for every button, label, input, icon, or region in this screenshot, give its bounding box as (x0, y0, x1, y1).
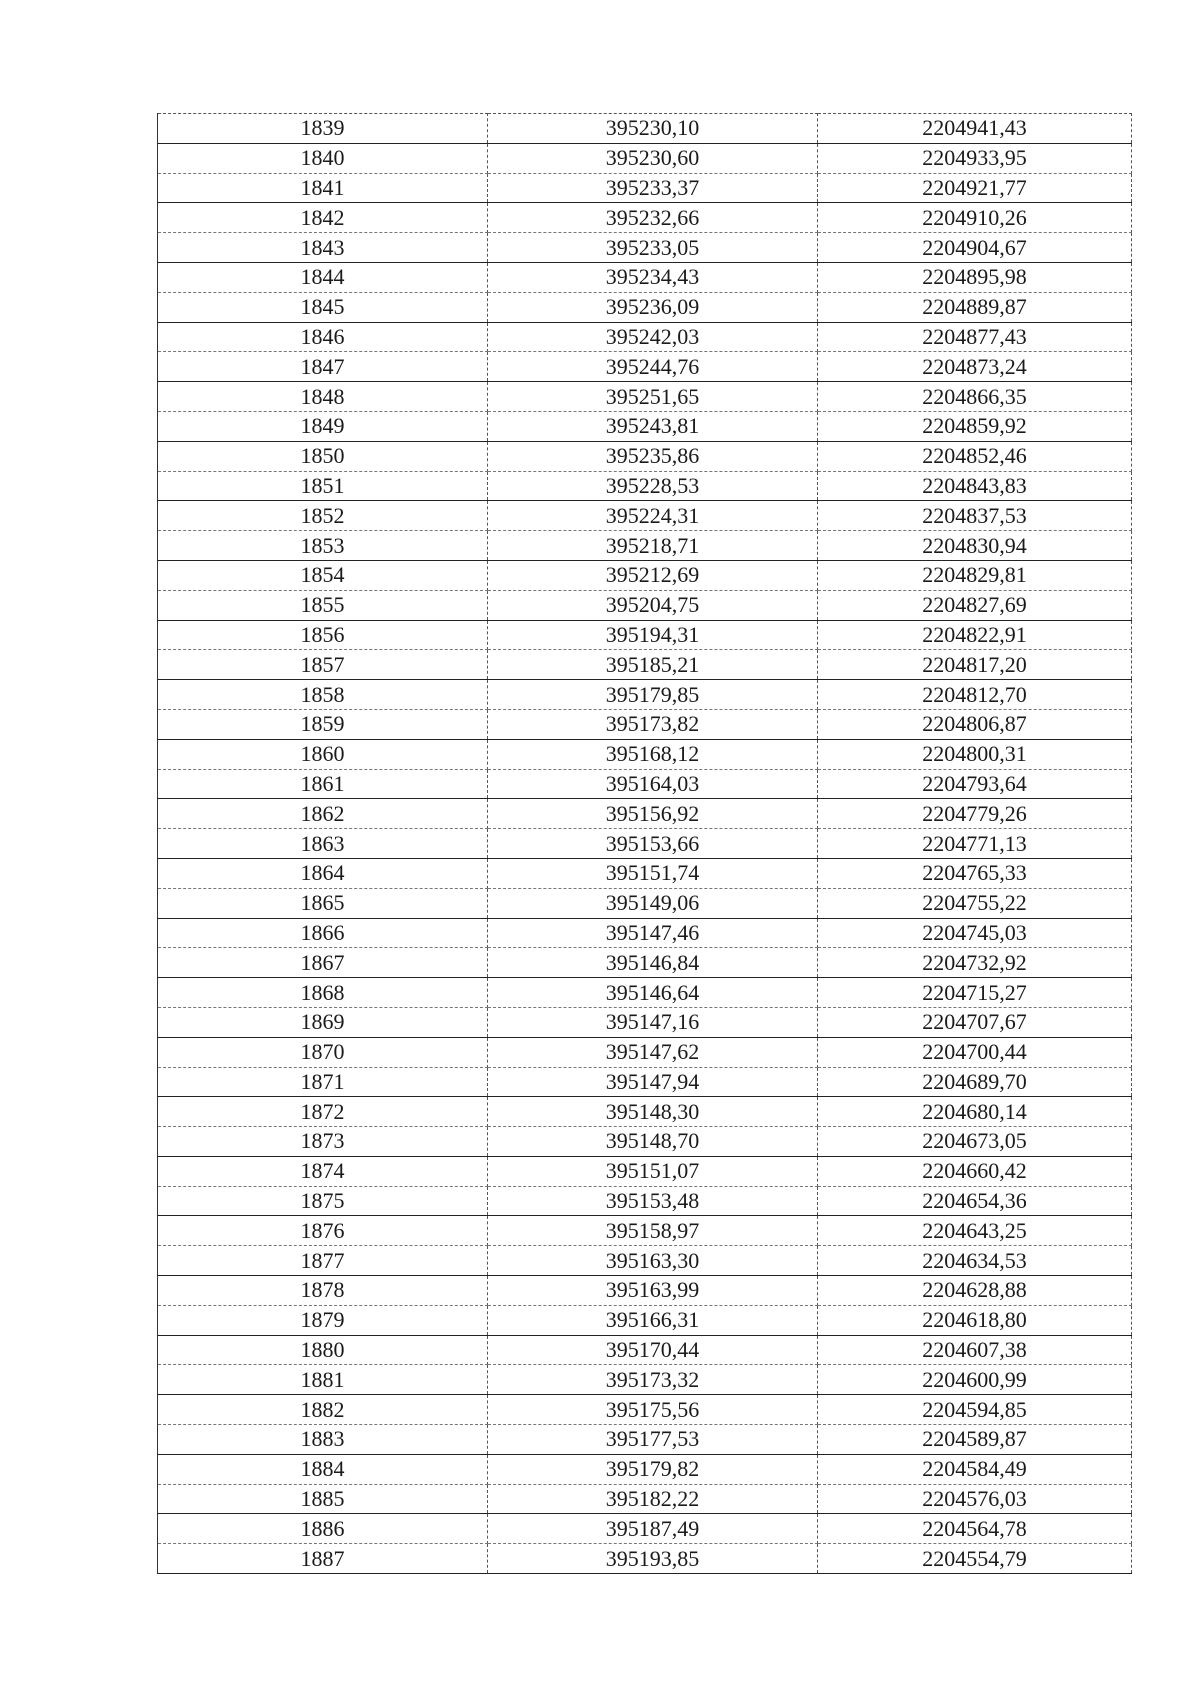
table-row (158, 1067, 1132, 1097)
x-coordinate-cell: 395163,30 (488, 1246, 818, 1276)
y-coordinate-cell: 2204707,67 (818, 1007, 1132, 1037)
y-coordinate-cell: 2204904,67 (818, 233, 1132, 263)
y-coordinate-cell: 2204689,70 (818, 1067, 1132, 1097)
table-row (158, 173, 1132, 203)
y-coordinate-cell: 2204941,43 (818, 114, 1132, 144)
table-row (158, 560, 1132, 590)
x-coordinate-cell: 395147,62 (488, 1037, 818, 1067)
point-number-cell: 1866 (158, 918, 488, 948)
table-row (158, 1156, 1132, 1186)
y-coordinate-cell: 2204843,83 (818, 471, 1132, 501)
y-coordinate-cell: 2204576,03 (818, 1484, 1132, 1514)
y-coordinate-cell: 2204594,85 (818, 1395, 1132, 1425)
x-coordinate-cell: 395177,53 (488, 1425, 818, 1455)
x-coordinate-cell: 395173,82 (488, 709, 818, 739)
point-number-cell: 1877 (158, 1246, 488, 1276)
table-row (158, 441, 1132, 471)
table-row (158, 1484, 1132, 1514)
point-number-cell: 1854 (158, 560, 488, 590)
table-row (158, 471, 1132, 501)
table-row (158, 1305, 1132, 1335)
point-number-cell: 1870 (158, 1037, 488, 1067)
table-row (158, 203, 1132, 233)
x-coordinate-cell: 395228,53 (488, 471, 818, 501)
point-number-cell: 1853 (158, 531, 488, 561)
point-number-cell: 1885 (158, 1484, 488, 1514)
table-row (158, 739, 1132, 769)
point-number-cell: 1880 (158, 1335, 488, 1365)
table-row (158, 680, 1132, 710)
y-coordinate-cell: 2204812,70 (818, 680, 1132, 710)
y-coordinate-cell: 2204745,03 (818, 918, 1132, 948)
y-coordinate-cell: 2204827,69 (818, 590, 1132, 620)
point-number-cell: 1871 (158, 1067, 488, 1097)
x-coordinate-cell: 395243,81 (488, 411, 818, 441)
point-number-cell: 1881 (158, 1365, 488, 1395)
point-number-cell: 1858 (158, 680, 488, 710)
table-row (158, 1514, 1132, 1544)
x-coordinate-cell: 395230,10 (488, 114, 818, 144)
y-coordinate-cell: 2204921,77 (818, 173, 1132, 203)
y-coordinate-cell: 2204755,22 (818, 888, 1132, 918)
table-row (158, 1127, 1132, 1157)
point-number-cell: 1874 (158, 1156, 488, 1186)
table-row (158, 352, 1132, 382)
y-coordinate-cell: 2204634,53 (818, 1246, 1132, 1276)
point-number-cell: 1847 (158, 352, 488, 382)
x-coordinate-cell: 395182,22 (488, 1484, 818, 1514)
table-row (158, 1037, 1132, 1067)
y-coordinate-cell: 2204830,94 (818, 531, 1132, 561)
table-row (158, 709, 1132, 739)
x-coordinate-cell: 395156,92 (488, 799, 818, 829)
y-coordinate-cell: 2204628,88 (818, 1276, 1132, 1306)
table-row (158, 1335, 1132, 1365)
point-number-cell: 1861 (158, 769, 488, 799)
table-row (158, 143, 1132, 173)
point-number-cell: 1850 (158, 441, 488, 471)
point-number-cell: 1851 (158, 471, 488, 501)
y-coordinate-cell: 2204564,78 (818, 1514, 1132, 1544)
x-coordinate-cell: 395151,74 (488, 858, 818, 888)
y-coordinate-cell: 2204732,92 (818, 948, 1132, 978)
point-number-cell: 1848 (158, 382, 488, 412)
point-number-cell: 1886 (158, 1514, 488, 1544)
coordinates-table-body (158, 114, 1132, 1574)
table-row (158, 501, 1132, 531)
table-row (158, 769, 1132, 799)
point-number-cell: 1855 (158, 590, 488, 620)
y-coordinate-cell: 2204817,20 (818, 650, 1132, 680)
x-coordinate-cell: 395179,82 (488, 1454, 818, 1484)
y-coordinate-cell: 2204643,25 (818, 1216, 1132, 1246)
x-coordinate-cell: 395153,48 (488, 1186, 818, 1216)
y-coordinate-cell: 2204793,64 (818, 769, 1132, 799)
point-number-cell: 1844 (158, 262, 488, 292)
point-number-cell: 1865 (158, 888, 488, 918)
y-coordinate-cell: 2204822,91 (818, 620, 1132, 650)
point-number-cell: 1873 (158, 1127, 488, 1157)
y-coordinate-cell: 2204607,38 (818, 1335, 1132, 1365)
point-number-cell: 1863 (158, 829, 488, 859)
table-row (158, 531, 1132, 561)
table-row (158, 1425, 1132, 1455)
point-number-cell: 1849 (158, 411, 488, 441)
point-number-cell: 1887 (158, 1544, 488, 1574)
x-coordinate-cell: 395146,84 (488, 948, 818, 978)
point-number-cell: 1859 (158, 709, 488, 739)
table-row (158, 1246, 1132, 1276)
x-coordinate-cell: 395232,66 (488, 203, 818, 233)
x-coordinate-cell: 395149,06 (488, 888, 818, 918)
y-coordinate-cell: 2204771,13 (818, 829, 1132, 859)
point-number-cell: 1882 (158, 1395, 488, 1425)
y-coordinate-cell: 2204654,36 (818, 1186, 1132, 1216)
point-number-cell: 1860 (158, 739, 488, 769)
point-number-cell: 1857 (158, 650, 488, 680)
table-row (158, 1395, 1132, 1425)
y-coordinate-cell: 2204829,81 (818, 560, 1132, 590)
point-number-cell: 1840 (158, 143, 488, 173)
point-number-cell: 1872 (158, 1097, 488, 1127)
table-row (158, 888, 1132, 918)
x-coordinate-cell: 395194,31 (488, 620, 818, 650)
x-coordinate-cell: 395173,32 (488, 1365, 818, 1395)
x-coordinate-cell: 395148,30 (488, 1097, 818, 1127)
y-coordinate-cell: 2204895,98 (818, 262, 1132, 292)
y-coordinate-cell: 2204589,87 (818, 1425, 1132, 1455)
table-row (158, 233, 1132, 263)
x-coordinate-cell: 395193,85 (488, 1544, 818, 1574)
y-coordinate-cell: 2204765,33 (818, 858, 1132, 888)
x-coordinate-cell: 395204,75 (488, 590, 818, 620)
y-coordinate-cell: 2204837,53 (818, 501, 1132, 531)
table-row (158, 1186, 1132, 1216)
point-number-cell: 1839 (158, 114, 488, 144)
table-row (158, 1454, 1132, 1484)
table-row (158, 650, 1132, 680)
y-coordinate-cell: 2204889,87 (818, 292, 1132, 322)
y-coordinate-cell: 2204779,26 (818, 799, 1132, 829)
point-number-cell: 1883 (158, 1425, 488, 1455)
y-coordinate-cell: 2204554,79 (818, 1544, 1132, 1574)
table-row (158, 262, 1132, 292)
x-coordinate-cell: 395187,49 (488, 1514, 818, 1544)
y-coordinate-cell: 2204680,14 (818, 1097, 1132, 1127)
x-coordinate-cell: 395166,31 (488, 1305, 818, 1335)
x-coordinate-cell: 395244,76 (488, 352, 818, 382)
y-coordinate-cell: 2204800,31 (818, 739, 1132, 769)
coordinates-table (157, 113, 1132, 1574)
table-row (158, 799, 1132, 829)
y-coordinate-cell: 2204673,05 (818, 1127, 1132, 1157)
table-row (158, 1216, 1132, 1246)
point-number-cell: 1856 (158, 620, 488, 650)
table-row (158, 411, 1132, 441)
point-number-cell: 1846 (158, 322, 488, 352)
table-row (158, 1097, 1132, 1127)
table-row (158, 292, 1132, 322)
x-coordinate-cell: 395146,64 (488, 978, 818, 1008)
x-coordinate-cell: 395185,21 (488, 650, 818, 680)
table-row (158, 322, 1132, 352)
x-coordinate-cell: 395212,69 (488, 560, 818, 590)
point-number-cell: 1841 (158, 173, 488, 203)
point-number-cell: 1879 (158, 1305, 488, 1335)
y-coordinate-cell: 2204852,46 (818, 441, 1132, 471)
point-number-cell: 1869 (158, 1007, 488, 1037)
y-coordinate-cell: 2204806,87 (818, 709, 1132, 739)
x-coordinate-cell: 395168,12 (488, 739, 818, 769)
x-coordinate-cell: 395235,86 (488, 441, 818, 471)
x-coordinate-cell: 395218,71 (488, 531, 818, 561)
point-number-cell: 1876 (158, 1216, 488, 1246)
point-number-cell: 1867 (158, 948, 488, 978)
x-coordinate-cell: 395179,85 (488, 680, 818, 710)
x-coordinate-cell: 395147,16 (488, 1007, 818, 1037)
x-coordinate-cell: 395236,09 (488, 292, 818, 322)
x-coordinate-cell: 395147,46 (488, 918, 818, 948)
point-number-cell: 1868 (158, 978, 488, 1008)
y-coordinate-cell: 2204600,99 (818, 1365, 1132, 1395)
point-number-cell: 1843 (158, 233, 488, 263)
table-row (158, 1007, 1132, 1037)
x-coordinate-cell: 395224,31 (488, 501, 818, 531)
x-coordinate-cell: 395242,03 (488, 322, 818, 352)
x-coordinate-cell: 395151,07 (488, 1156, 818, 1186)
point-number-cell: 1875 (158, 1186, 488, 1216)
point-number-cell: 1864 (158, 858, 488, 888)
y-coordinate-cell: 2204933,95 (818, 143, 1132, 173)
x-coordinate-cell: 395153,66 (488, 829, 818, 859)
table-row (158, 382, 1132, 412)
x-coordinate-cell: 395251,65 (488, 382, 818, 412)
y-coordinate-cell: 2204910,26 (818, 203, 1132, 233)
table-row (158, 1276, 1132, 1306)
x-coordinate-cell: 395164,03 (488, 769, 818, 799)
x-coordinate-cell: 395163,99 (488, 1276, 818, 1306)
x-coordinate-cell: 395234,43 (488, 262, 818, 292)
y-coordinate-cell: 2204584,49 (818, 1454, 1132, 1484)
y-coordinate-cell: 2204618,80 (818, 1305, 1132, 1335)
x-coordinate-cell: 395170,44 (488, 1335, 818, 1365)
table-row (158, 1365, 1132, 1395)
table-row (158, 978, 1132, 1008)
x-coordinate-cell: 395147,94 (488, 1067, 818, 1097)
point-number-cell: 1862 (158, 799, 488, 829)
x-coordinate-cell: 395233,05 (488, 233, 818, 263)
y-coordinate-cell: 2204660,42 (818, 1156, 1132, 1186)
x-coordinate-cell: 395148,70 (488, 1127, 818, 1157)
table-row (158, 114, 1132, 144)
point-number-cell: 1878 (158, 1276, 488, 1306)
y-coordinate-cell: 2204859,92 (818, 411, 1132, 441)
x-coordinate-cell: 395175,56 (488, 1395, 818, 1425)
point-number-cell: 1842 (158, 203, 488, 233)
x-coordinate-cell: 395233,37 (488, 173, 818, 203)
table-row (158, 858, 1132, 888)
x-coordinate-cell: 395230,60 (488, 143, 818, 173)
y-coordinate-cell: 2204715,27 (818, 978, 1132, 1008)
table-row (158, 620, 1132, 650)
y-coordinate-cell: 2204700,44 (818, 1037, 1132, 1067)
table-row (158, 590, 1132, 620)
y-coordinate-cell: 2204877,43 (818, 322, 1132, 352)
point-number-cell: 1852 (158, 501, 488, 531)
y-coordinate-cell: 2204866,35 (818, 382, 1132, 412)
table-row (158, 1544, 1132, 1574)
table-row (158, 918, 1132, 948)
y-coordinate-cell: 2204873,24 (818, 352, 1132, 382)
point-number-cell: 1845 (158, 292, 488, 322)
x-coordinate-cell: 395158,97 (488, 1216, 818, 1246)
table-row (158, 948, 1132, 978)
table-row (158, 829, 1132, 859)
point-number-cell: 1884 (158, 1454, 488, 1484)
